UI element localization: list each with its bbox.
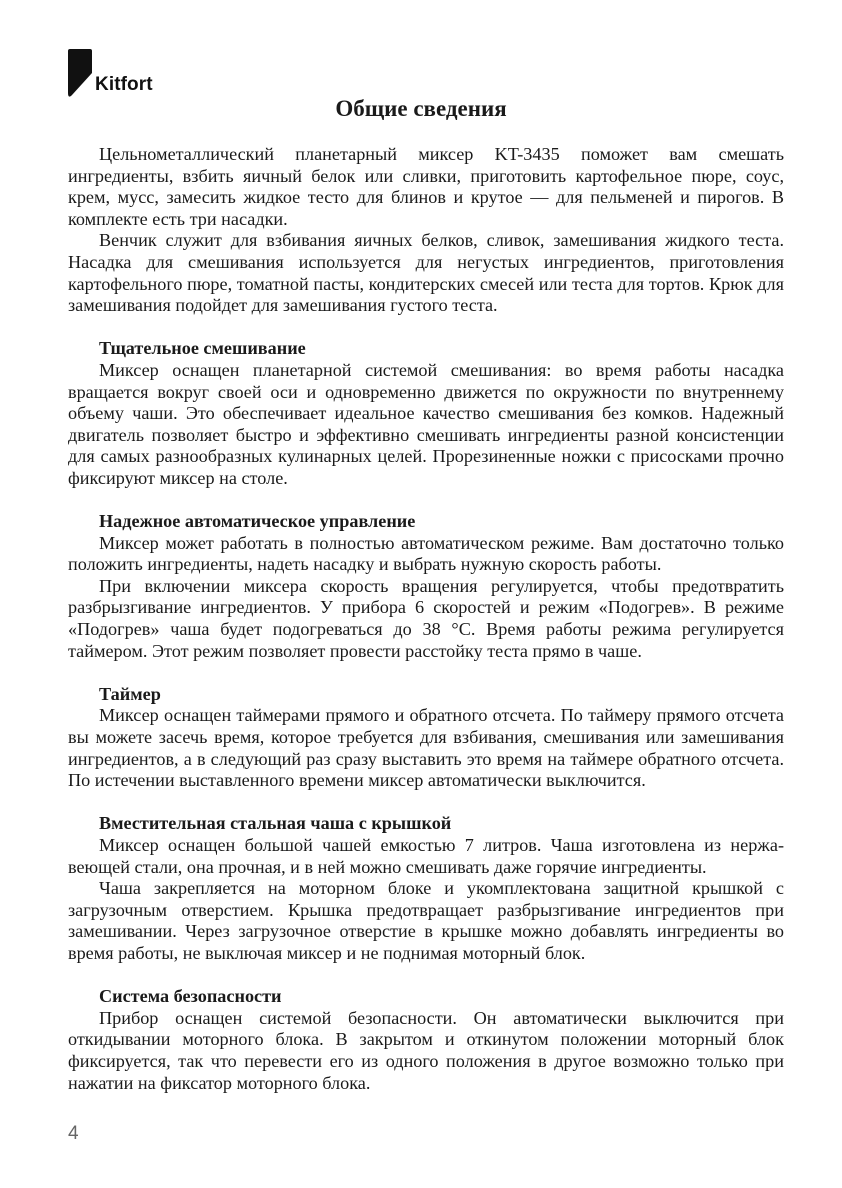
section-heading: Надежное автоматическое управление (99, 511, 416, 532)
section-heading: Система безопасности (99, 986, 282, 1007)
section-heading: Вместительная стальная чаша с крышкой (99, 813, 452, 834)
kitfort-logo-mark-icon (68, 49, 92, 97)
section-auto-control (68, 511, 784, 662)
section-steel-bowl (68, 813, 784, 964)
page-number: 4 (68, 1123, 79, 1144)
brand-name: Kitfort (95, 74, 153, 95)
section-heading: Тщательное смешивание (99, 338, 306, 359)
section-safety (68, 986, 784, 1094)
section-thorough-mixing (68, 338, 784, 489)
intro-paragraph: Цельнометаллический планетарный миксер KT-3435 поможет вам смешать ингредиенты, взбить яичный белок или сливки, приготовить картофельное пюре, соус, крем, мусс, замесить жидкое тесто для блинов и крутое — для пельменей и пирогов. В комплекте есть три насадки. (68, 144, 784, 229)
section-paragraph: Прибор оснащен системой безопасности. Он автоматически выключится при откидывании моторного блока. В закрытом и откинутом положении моторный блок фиксируется, так что перевести его из одного положения в другое возможно только при нажатии на фиксатор моторного блока. (68, 1007, 784, 1093)
section-paragraph: Миксер может работать в полностью автоматическом режиме. Вам достаточно только положить ингредиенты, надеть насадку и выбрать нужную скорость работы. (68, 532, 784, 575)
intro-block (68, 144, 784, 317)
section-paragraph: Миксер оснащен большой чашей емкостью 7 литров. Чаша изготовлена из нержавеющей стали, она прочная, и в ней можно смешивать даже горячие ингредиенты. (68, 835, 784, 877)
brand-logo (68, 49, 178, 97)
section-heading: Таймер (99, 683, 161, 704)
section-paragraph: Миксер оснащен планетарной системой смешивания: во время работы насадка вращается вокруг своей оси и одновременно движется по окружности по внутреннему объему чаши. Это обеспечивает идеальное качество смешивания без комков. Надежный двигатель позволяет быстро и эффективно смешивать ингредиенты разной консистенции для самых разнообразных кулинарных целей. Прорезиненные ножки с присосками прочно фиксируют миксер на столе. (68, 359, 784, 488)
page-title: Общие сведения (335, 96, 507, 121)
document-body (68, 144, 784, 1094)
section-paragraph: Миксер оснащен таймерами прямого и обратного отсчета. По таймеру прямого отсчета вы можете засечь время, которое требуется для взбивания, смешивания или замешивания ингредиентов, а в следующий раз сразу выставить это время на таймере обратного отсчета. По истечении выставленного времени миксер автоматически выключится. (68, 705, 784, 791)
section-timer (68, 684, 784, 792)
intro-paragraph: Венчик служит для взбивания яичных белков, сливок, замешивания жидкого теста. Насадка для смешивания используется для негустых ингредиентов, приготовления картофельного пюре, томатной пасты, кондитерских смесей или теста для тортов. Крюк для замешивания подойдет для замешивания густого теста. (68, 230, 784, 316)
section-paragraph: При включении миксера скорость вращения регулируется, чтобы предотвратить разбрызгивание ингредиентов. У прибора 6 скоростей и режим «Подогрев». В режиме «Подогрев» чаша будет подогреваться до 38 °С. Время работы режима регулируется таймером. Этот режим позволяет провести расстойку теста прямо в чаше. (68, 575, 784, 661)
section-paragraph: Чаша закрепляется на моторном блоке и укомплектована защитной крышкой с загрузочным отверстием. Крышка предотвращает разбрызгивание ингредиентов при замешивании. Через загрузочное отверстие в крышке можно добавлять ингредиенты во время работы, не выключая миксер и не поднимая моторный блок. (68, 878, 784, 963)
